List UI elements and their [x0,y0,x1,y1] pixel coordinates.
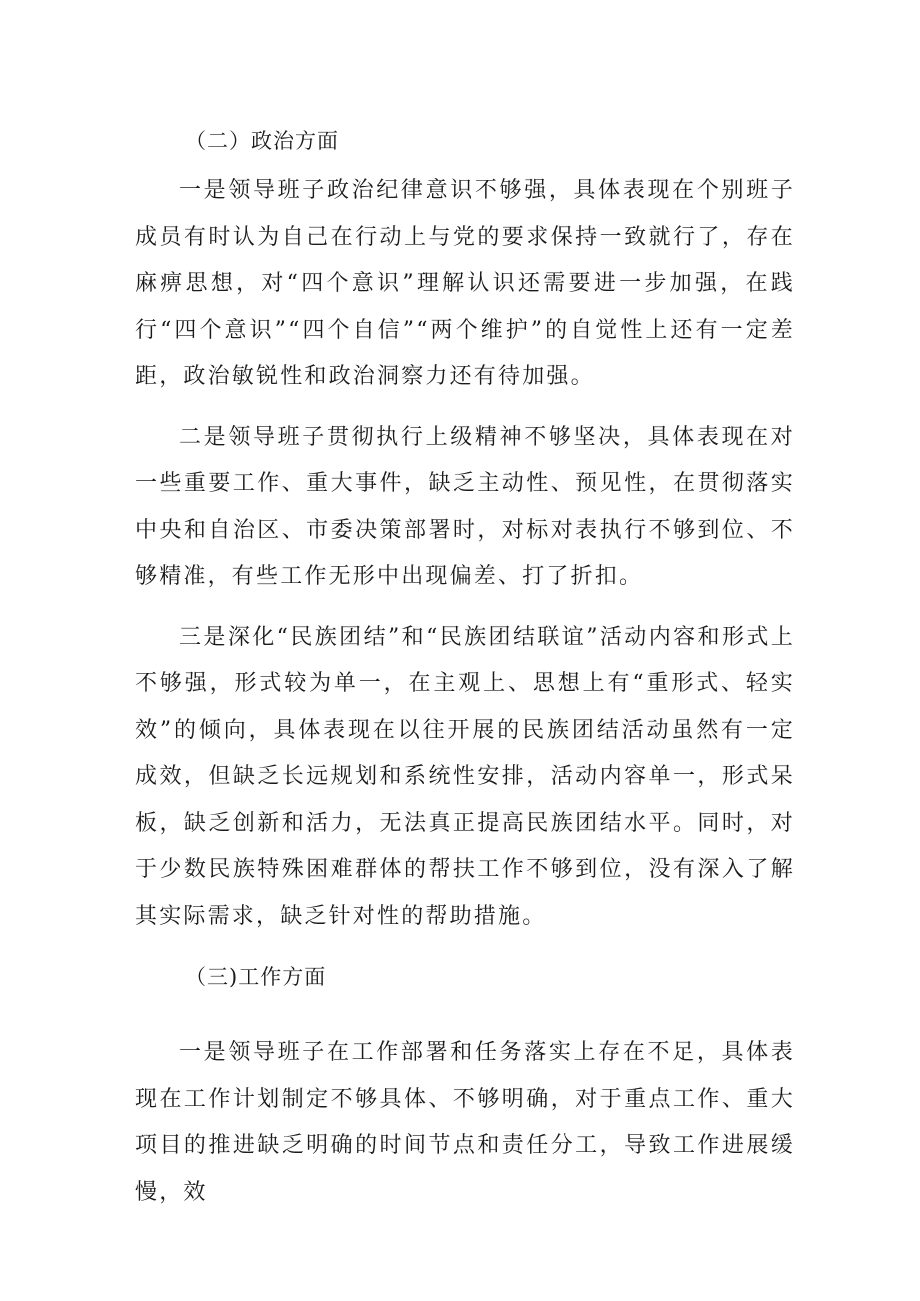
paragraph-political-1: 一是领导班子政治纪律意识不够强，具体表现在个别班子成员有时认为自己在行动上与党的要求保持一致就行了，存在麻痹思想，对“四个意识”理解认识还需要进一步加强，在践行“四个意识”“四个自信”“两个维护”的自觉性上还有一定差距，政治敏锐性和政治洞察力还有待加强。 [135,178,795,389]
document-body [135,118,795,1216]
spacer [135,1000,795,1030]
paragraph-work-1: 一是领导班子在工作部署和任务落实上存在不足，具体表现在工作计划制定不够具体、不够明确，对于重点工作、重大项目的推进缺乏明确的时间节点和责任分工，导致工作进展缓慢，效 [135,1040,795,1205]
section-heading-work: （三)工作方面 [185,965,327,989]
spacer [135,401,795,415]
paragraph-political-2: 二是领导班子贯彻执行上级精神不够坚决，具体表现在对一些重要工作、重大事件，缺乏主动性、预见性，在贯彻落实中央和自治区、市委决策部署时，对标对表执行不够到位、不够精准，有些工作无形中出现偏差、打了折扣。 [135,424,795,589]
spacer [135,601,795,615]
spacer [135,940,795,954]
section-heading-political: （二）政治方面 [185,129,339,153]
paragraph-political-3: 三是深化“民族团结”和“民族团结联谊”活动内容和形式上不够强，形式较为单一，在主观上、思想上有“重形式、轻实效”的倾向，具体表现在以往开展的民族团结活动虽然有一定成效，但缺乏长远规划和系统性安排，活动内容单一，形式呆板，缺乏创新和活力，无法真正提高民族团结水平。同时，对于少数民族特殊困难群体的帮扶工作不够到位，没有深入了解其实际需求，缺乏针对性的帮助措施。 [135,624,795,929]
